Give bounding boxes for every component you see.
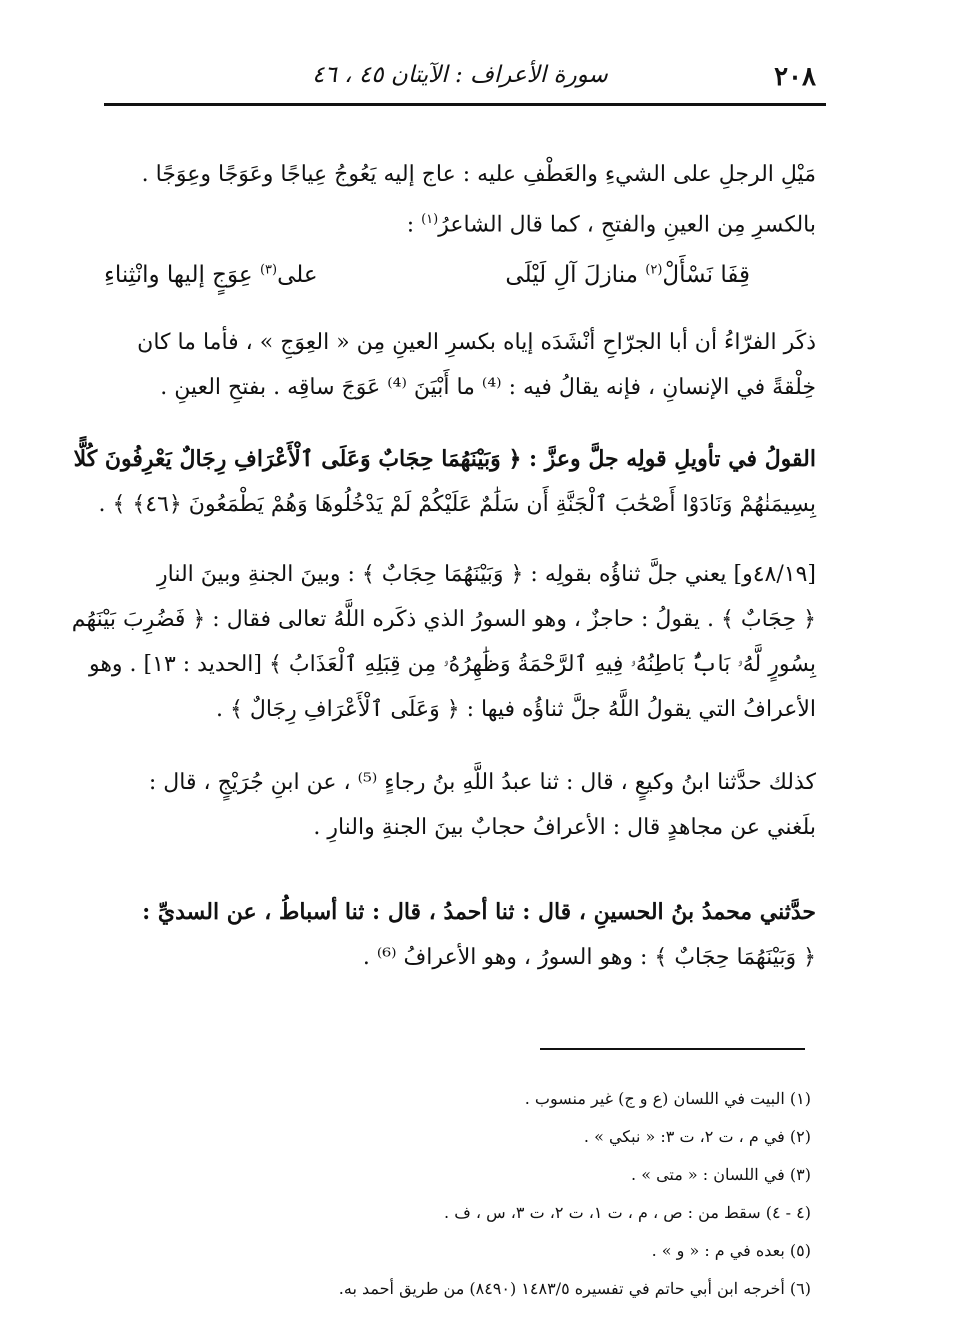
footnote: (٦) أخرجه ابن أبي حاتم في تفسيره ١٤٨٣/٥ (٨٤٩٠) من طريق أحمد به. — [338, 1279, 811, 1298]
verse-text: قِفَا نَسْأَلْ — [662, 262, 750, 288]
line-text: بالكسرِ مِن العينِ والفتحِ ، كما قال الشاعرُ — [438, 212, 816, 238]
paragraph-line: ﴿ حِجَابٌ ﴾ . يقولُ : حاجزٌ ، وهو السورُ الذي ذكَره اللَّهُ تعالى فقال : ﴿ فَضُرِبَ بَيْنَهُم — [71, 607, 816, 632]
paragraph-line: خِلْقةً في الإنسانِ ، فإنه يقالُ فيه : ⁽⁴⁾ ما أَبْيَنَ ⁽⁴⁾ عَوَجَ ساقِه . بفتحِ العينِ . — [160, 375, 816, 400]
footnote-ref: (١) — [421, 212, 439, 227]
verse-second-hemistich — [104, 262, 318, 288]
verse-text: على — [277, 262, 318, 288]
verse-first-hemistich — [505, 262, 750, 288]
paragraph-line: [٤٨/١٩و] يعني جلَّ ثناؤُه بقولِه : ﴿ وَبَيْنَهُمَا حِجَابٌ ﴾ : وبينَ الجنةِ وبينَ النارِ — [157, 562, 816, 587]
footnote-ref: (٢) — [645, 262, 663, 278]
paragraph-line: ذكَر الفرّاءُ أن أبا الجرّاحِ أنْشَدَه إياه بكسرِ العينِ مِن « العِوَجِ » ، فأما ما كان — [137, 330, 816, 355]
footnote: (٤ - ٤) سقط من : ص ، م ، ت ١، ت ٢، ت ٣، س ، ف . — [444, 1203, 811, 1222]
paragraph-line — [96, 197, 816, 247]
page-number: ٢٠٨ — [774, 62, 816, 92]
paragraph-4 — [71, 552, 816, 732]
footnotes — [251, 1080, 811, 1308]
paragraph-2 — [96, 320, 816, 410]
footnote: (٢) في م ، ت ٢، ت ٣: « نبكي » . — [583, 1127, 811, 1146]
paragraph-line: بلَغني عن مجاهدٍ قال : الأعرافُ حجابٌ بينَ الجنةِ والنارِ . — [313, 815, 816, 840]
paragraph-line: الأعرافُ التي يقولُ اللَّهُ جلَّ ثناؤُه فيها : ﴿ وَعَلَى ٱلْأَعْرَافِ رِجَالٌ ﴾ . — [215, 697, 816, 722]
header-rule — [104, 103, 826, 106]
paragraph-5 — [96, 760, 816, 850]
running-header-title: سورة الأعراف : الآيتان ٤٥ ، ٤٦ — [312, 62, 608, 88]
verse-text: منازلَ آلِ لَيْلَى — [505, 262, 646, 288]
footnote-rule — [540, 1048, 805, 1050]
footnote-ref: (٣) — [259, 262, 278, 278]
paragraph-line: ﴿ وَبَيْنَهُمَا حِجَابٌ ﴾ : وهو السورُ ، وهو الأعرافُ ⁽⁶⁾ . — [362, 945, 816, 970]
paragraph-line: مَيْلِ الرجلِ على الشيءِ والعَطْفِ عليه : عاج إليه يَعُوجُ عِياجًا وعَوَجًا وعِوَجًا . — [141, 162, 816, 187]
paragraph-line: بِسُورٍ لَّهُۥ بَابٌۢ بَاطِنُهُۥ فِيهِ ٱلرَّحْمَةُ وَظَٰهِرُهُۥ مِن قِبَلِهِ ٱلْعَذَابُ ﴾ [الحديد : ١٣] . وهو — [88, 652, 816, 677]
paragraph-line: كذلك حدَّثنا ابنُ وكيعٍ ، قال : ثنا عبدُ اللَّهِ بنُ رجاءٍ ⁽⁵⁾ ، عن ابنِ جُرَيْجٍ ، قال : — [148, 770, 816, 795]
footnote: (١) البيت في اللسان (ع و ج) غير منسوب . — [524, 1089, 811, 1108]
paragraph-line: حدَّثني محمدُ بنُ الحسينِ ، قال : ثنا أحمدُ ، قال : ثنا أسباطُ ، عن السديِّ : — [142, 899, 816, 925]
line-text: : — [406, 212, 422, 238]
verse-text: عِوَجٍ إليها وانْثِناءِ — [104, 262, 260, 288]
paragraph-6 — [96, 890, 816, 980]
paragraph-line: بِسِيمَنٰهُمْ وَنَادَوْا أَصْحَٰبَ ٱلْجَنَّةِ أَن سَلَٰمٌ عَلَيْكُمْ لَمْ يَدْخُلُوهَا وَهُمْ يَطْمَعُونَ ﴿٤٦﴾ ﴾ . — [98, 492, 816, 517]
paragraph-3 — [73, 437, 816, 527]
footnote: (٣) في اللسان : « متى » . — [631, 1165, 811, 1184]
poetry-verse — [104, 262, 750, 288]
paragraph-1 — [96, 152, 816, 247]
footnote: (٥) بعده في م : « و » . — [651, 1241, 811, 1260]
paragraph-line: القولُ في تأويلِ قولِه جلَّ وعزَّ : ﴿ وَبَيْنَهُمَا حِجَابٌ وَعَلَى ٱلْأَعْرَافِ رِجَالٌ يَعْرِفُونَ كُلًّا — [73, 446, 816, 472]
